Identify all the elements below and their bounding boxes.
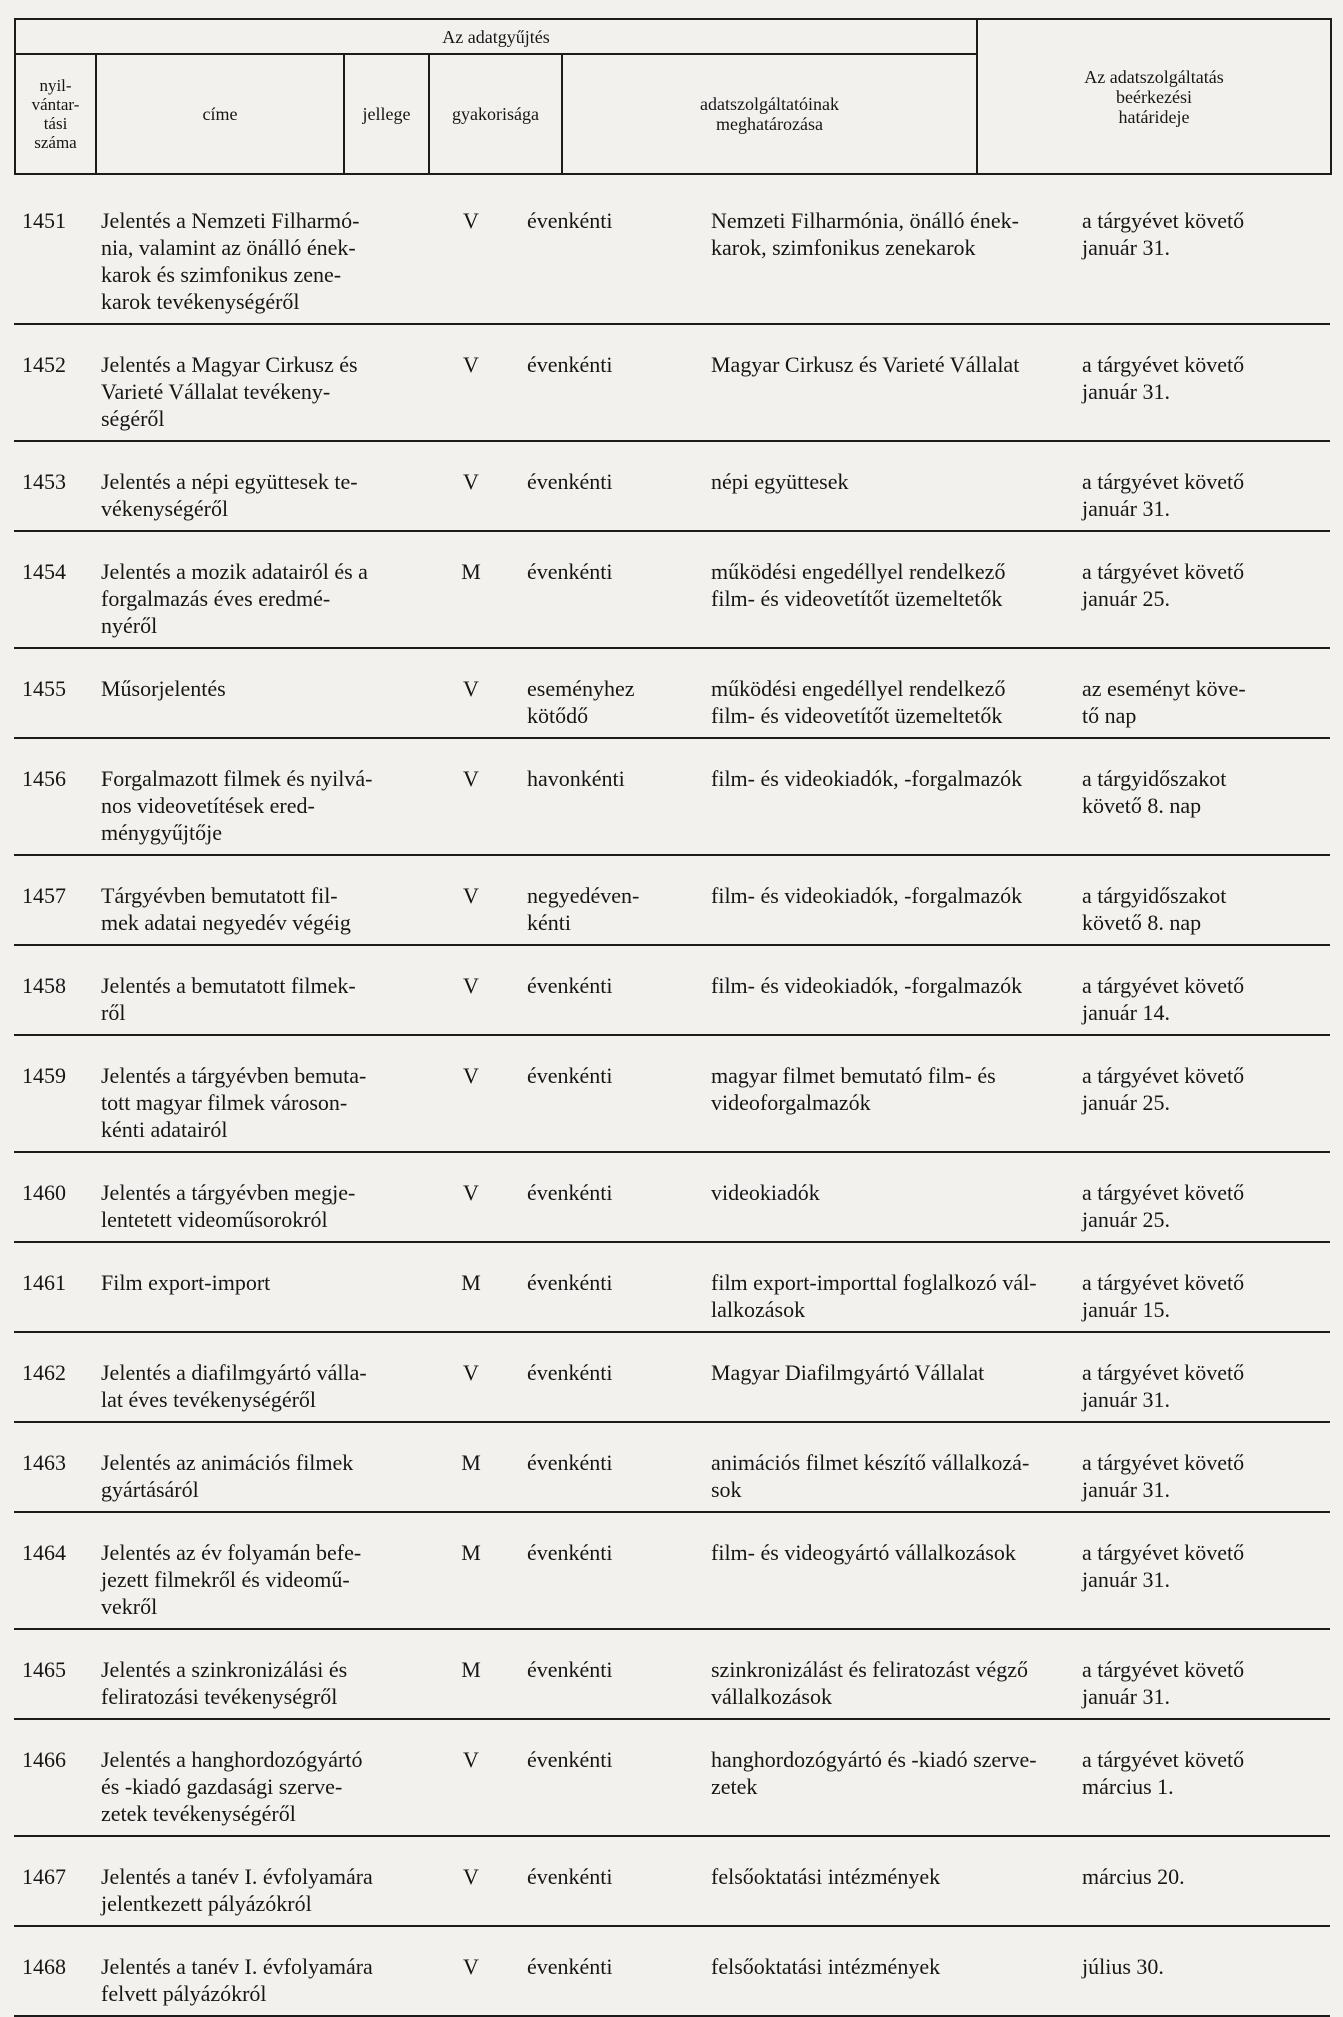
row-deadline: a tárgyidőszakot követő 8. nap — [1056, 738, 1330, 855]
row-deadline: a tárgyévet követő január 31. — [1056, 324, 1330, 441]
header-number: nyil- vántar- tási száma — [15, 54, 96, 174]
row-title: Műsorjelentés — [95, 648, 435, 738]
table-body — [14, 182, 1330, 2017]
header-frequency: gyakorisága — [429, 54, 562, 174]
row-title: Jelentés a tárgyévben bemuta- tott magyar filmek városon- kénti adatairól — [95, 1035, 435, 1152]
row-deadline: július 30. — [1056, 1926, 1330, 2016]
row-deadline: a tárgyévet követő január 25. — [1056, 1152, 1330, 1242]
row-type: V — [435, 945, 507, 1035]
row-providers: Magyar Diafilmgyártó Vállalat — [687, 1332, 1056, 1422]
row-title: Jelentés a Nemzeti Filharmó- nia, valamint az önálló ének- karok és szimfonikus zene- karok tevékenységéről — [95, 182, 435, 324]
row-type: V — [435, 1332, 507, 1422]
row-title: Jelentés a bemutatott filmek- ről — [95, 945, 435, 1035]
row-type: V — [435, 182, 507, 324]
row-deadline: március 20. — [1056, 1836, 1330, 1926]
row-frequency: évenkénti — [507, 1512, 687, 1629]
row-title: Jelentés a mozik adatairól és a forgalmazás éves eredmé- nyéről — [95, 531, 435, 648]
row-deadline: a tárgyévet követő január 31. — [1056, 1332, 1330, 1422]
row-deadline: a tárgyévet követő január 31. — [1056, 1629, 1330, 1719]
table-row — [14, 1926, 1330, 2016]
row-number: 1457 — [14, 855, 95, 945]
row-type: V — [435, 1836, 507, 1926]
row-frequency: évenkénti — [507, 1836, 687, 1926]
table-row — [14, 324, 1330, 441]
row-frequency: évenkénti — [507, 1035, 687, 1152]
header-type: jellege — [344, 54, 429, 174]
row-providers: népi együttesek — [687, 441, 1056, 531]
row-number: 1468 — [14, 1926, 95, 2016]
row-number: 1453 — [14, 441, 95, 531]
table-row — [14, 1512, 1330, 1629]
row-frequency: eseményhez kötődő — [507, 648, 687, 738]
row-type: V — [435, 324, 507, 441]
row-type: V — [435, 1719, 507, 1836]
header-providers: adatszolgáltatóinak meghatározása — [562, 54, 977, 174]
row-title: Tárgyévben bemutatott fil- mek adatai negyedév végéig — [95, 855, 435, 945]
row-title: Jelentés az év folyamán befe- jezett filmekről és videomű- vekről — [95, 1512, 435, 1629]
row-number: 1451 — [14, 182, 95, 324]
row-number: 1456 — [14, 738, 95, 855]
table-row — [14, 1035, 1330, 1152]
row-type: V — [435, 1035, 507, 1152]
row-providers: felsőoktatási intézmények — [687, 1926, 1056, 2016]
row-deadline: a tárgyévet követő január 31. — [1056, 182, 1330, 324]
row-deadline: a tárgyévet követő január 25. — [1056, 1035, 1330, 1152]
table-row — [14, 1332, 1330, 1422]
row-title: Film export-import — [95, 1242, 435, 1332]
row-number: 1467 — [14, 1836, 95, 1926]
row-number: 1454 — [14, 531, 95, 648]
table-row — [14, 855, 1330, 945]
table-row — [14, 1719, 1330, 1836]
row-type: M — [435, 531, 507, 648]
row-type: V — [435, 1926, 507, 2016]
header-group-title: Az adatgyűjtés — [15, 19, 977, 54]
row-deadline: a tárgyévet követő január 31. — [1056, 1422, 1330, 1512]
header-deadline: Az adatszolgáltatás beérkezési határideje — [977, 19, 1331, 174]
row-title: Jelentés a hanghordozógyártó és -kiadó gazdasági szerve- zetek tevékenységéről — [95, 1719, 435, 1836]
row-providers: működési engedéllyel rendelkező film- és videovetítőt üzemeltetők — [687, 648, 1056, 738]
row-providers: film- és videokiadók, -forgalmazók — [687, 945, 1056, 1035]
row-providers: Nemzeti Filharmónia, önálló ének- karok, szimfonikus zenekarok — [687, 182, 1056, 324]
row-providers: felsőoktatási intézmények — [687, 1836, 1056, 1926]
table-row — [14, 738, 1330, 855]
row-deadline: az eseményt köve- tő nap — [1056, 648, 1330, 738]
row-frequency: évenkénti — [507, 1629, 687, 1719]
data-rows — [14, 182, 1330, 2017]
table-row — [14, 1152, 1330, 1242]
row-deadline: a tárgyévet követő január 15. — [1056, 1242, 1330, 1332]
row-frequency: évenkénti — [507, 441, 687, 531]
table-row — [14, 1242, 1330, 1332]
row-type: V — [435, 1152, 507, 1242]
row-providers: magyar filmet bemutató film- és videoforgalmazók — [687, 1035, 1056, 1152]
row-frequency: évenkénti — [507, 945, 687, 1035]
header-title: címe — [96, 54, 344, 174]
row-deadline: a tárgyévet követő március 1. — [1056, 1719, 1330, 1836]
row-title: Jelentés a tárgyévben megje- lentetett videoműsorokról — [95, 1152, 435, 1242]
row-providers: videokiadók — [687, 1152, 1056, 1242]
row-type: V — [435, 648, 507, 738]
table-header — [14, 18, 1332, 175]
row-frequency: évenkénti — [507, 1719, 687, 1836]
row-number: 1463 — [14, 1422, 95, 1512]
row-number: 1464 — [14, 1512, 95, 1629]
row-providers: hanghordozógyártó és -kiadó szerve- zetek — [687, 1719, 1056, 1836]
row-providers: film export-importtal foglalkozó vál- lalkozások — [687, 1242, 1056, 1332]
row-number: 1465 — [14, 1629, 95, 1719]
table-row — [14, 648, 1330, 738]
row-providers: működési engedéllyel rendelkező film- és videovetítőt üzemeltetők — [687, 531, 1056, 648]
row-frequency: évenkénti — [507, 1422, 687, 1512]
row-deadline: a tárgyévet követő január 31. — [1056, 1512, 1330, 1629]
row-title: Forgalmazott filmek és nyilvá- nos videovetítések ered- ménygyűjtője — [95, 738, 435, 855]
row-title: Jelentés a tanév I. évfolyamára felvett pályázókról — [95, 1926, 435, 2016]
row-type: V — [435, 441, 507, 531]
row-deadline: a tárgyidőszakot követő 8. nap — [1056, 855, 1330, 945]
row-title: Jelentés a tanév I. évfolyamára jelentkezett pályázókról — [95, 1836, 435, 1926]
row-number: 1452 — [14, 324, 95, 441]
row-deadline: a tárgyévet követő január 31. — [1056, 441, 1330, 531]
row-title: Jelentés a szinkronizálási és feliratozási tevékenységről — [95, 1629, 435, 1719]
row-providers: film- és videokiadók, -forgalmazók — [687, 855, 1056, 945]
table-row — [14, 945, 1330, 1035]
row-number: 1459 — [14, 1035, 95, 1152]
row-number: 1455 — [14, 648, 95, 738]
table-row — [14, 531, 1330, 648]
row-type: V — [435, 855, 507, 945]
row-frequency: évenkénti — [507, 1926, 687, 2016]
row-frequency: évenkénti — [507, 1152, 687, 1242]
row-title: Jelentés a népi együttesek te- vékenységéről — [95, 441, 435, 531]
row-title: Jelentés a Magyar Cirkusz és Varieté Vállalat tevékeny- ségéről — [95, 324, 435, 441]
row-number: 1466 — [14, 1719, 95, 1836]
row-type: M — [435, 1422, 507, 1512]
row-title: Jelentés az animációs filmek gyártásáról — [95, 1422, 435, 1512]
row-frequency: évenkénti — [507, 182, 687, 324]
table-row — [14, 441, 1330, 531]
row-deadline: a tárgyévet követő január 14. — [1056, 945, 1330, 1035]
row-number: 1460 — [14, 1152, 95, 1242]
row-providers: film- és videogyártó vállalkozások — [687, 1512, 1056, 1629]
row-frequency: havonkénti — [507, 738, 687, 855]
row-number: 1458 — [14, 945, 95, 1035]
row-type: M — [435, 1629, 507, 1719]
row-providers: animációs filmet készítő vállalkozá- sok — [687, 1422, 1056, 1512]
row-providers: film- és videokiadók, -forgalmazók — [687, 738, 1056, 855]
row-frequency: évenkénti — [507, 1332, 687, 1422]
row-frequency: évenkénti — [507, 531, 687, 648]
row-frequency: évenkénti — [507, 324, 687, 441]
row-type: M — [435, 1242, 507, 1332]
row-type: M — [435, 1512, 507, 1629]
row-frequency: negyedéven- kénti — [507, 855, 687, 945]
table-row — [14, 1629, 1330, 1719]
row-number: 1462 — [14, 1332, 95, 1422]
table-row — [14, 1422, 1330, 1512]
table-row — [14, 1836, 1330, 1926]
row-providers: szinkronizálást és feliratozást végző vállalkozások — [687, 1629, 1056, 1719]
row-deadline: a tárgyévet követő január 25. — [1056, 531, 1330, 648]
row-providers: Magyar Cirkusz és Varieté Vállalat — [687, 324, 1056, 441]
row-frequency: évenkénti — [507, 1242, 687, 1332]
row-number: 1461 — [14, 1242, 95, 1332]
table-row — [14, 182, 1330, 324]
row-type: V — [435, 738, 507, 855]
row-title: Jelentés a diafilmgyártó válla- lat éves tevékenységéről — [95, 1332, 435, 1422]
